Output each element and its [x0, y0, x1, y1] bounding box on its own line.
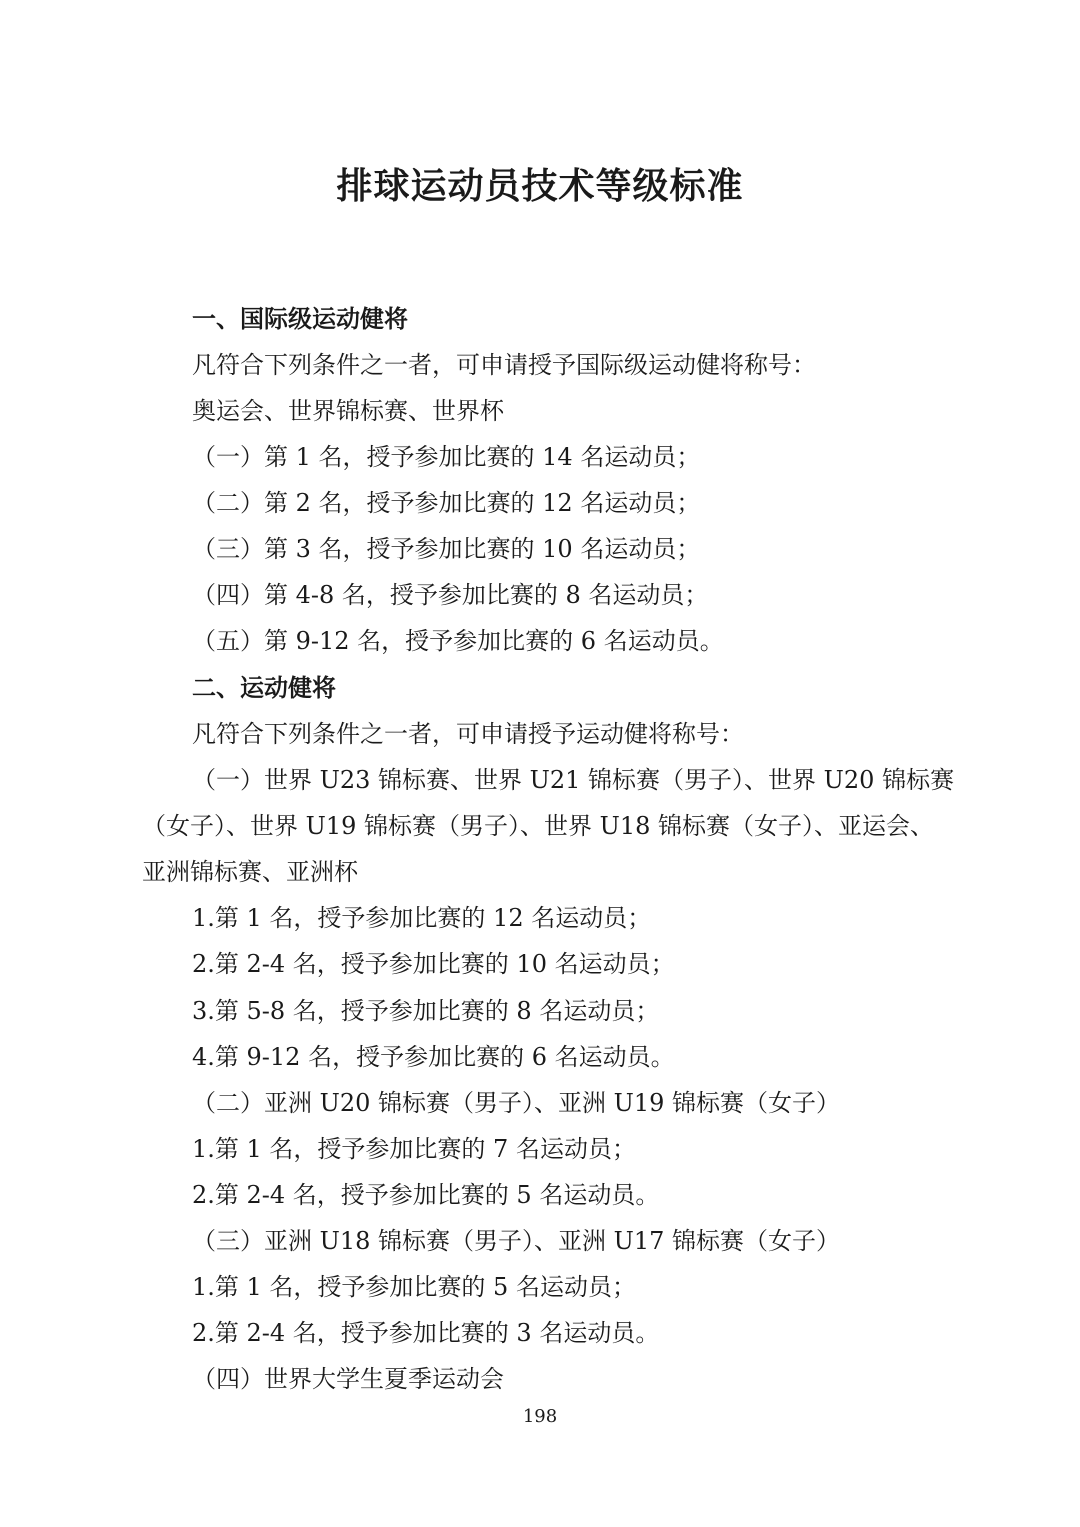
section2-group3-item: 1.第 1 名，授予参加比赛的 5 名运动员；: [192, 1273, 636, 1301]
section1-intro: 凡符合下列条件之一者，可申请授予国际级运动健将称号：: [192, 351, 816, 379]
section2-group1-item: 1.第 1 名，授予参加比赛的 12 名运动员；: [192, 904, 652, 932]
section1-item: （二）第 2 名，授予参加比赛的 12 名运动员；: [192, 489, 701, 517]
document-title: 排球运动员技术等级标准: [336, 166, 744, 207]
section2-intro: 凡符合下列条件之一者，可申请授予运动健将称号：: [192, 720, 744, 748]
section2-heading: 二、运动健将: [192, 674, 336, 702]
section2-group4-heading: （四）世界大学生夏季运动会: [192, 1365, 504, 1393]
section2-group1-line: 亚洲锦标赛、亚洲杯: [142, 858, 358, 886]
section1-events: 奥运会、世界锦标赛、世界杯: [192, 397, 504, 425]
section1-item: （三）第 3 名，授予参加比赛的 10 名运动员；: [192, 535, 701, 563]
section2-group2-heading: （二）亚洲 U20 锦标赛（男子）、亚洲 U19 锦标赛（女子）: [192, 1089, 841, 1117]
section1-item: （四）第 4-8 名，授予参加比赛的 8 名运动员；: [192, 581, 709, 609]
section2-group1-item: 4.第 9-12 名，授予参加比赛的 6 名运动员。: [192, 1043, 675, 1071]
section1-heading: 一、国际级运动健将: [192, 305, 408, 333]
section2-group1-line: （女子）、世界 U19 锦标赛（男子）、世界 U18 锦标赛（女子）、亚运会、: [142, 812, 935, 840]
section2-group3-item: 2.第 2-4 名，授予参加比赛的 3 名运动员。: [192, 1319, 660, 1347]
section2-group1-item: 3.第 5-8 名，授予参加比赛的 8 名运动员；: [192, 997, 660, 1025]
page-number: 198: [522, 1406, 558, 1427]
section2-group1-item: 2.第 2-4 名，授予参加比赛的 10 名运动员；: [192, 950, 675, 978]
section1-item: （五）第 9-12 名，授予参加比赛的 6 名运动员。: [192, 627, 724, 655]
section2-group1-line: （一）世界 U23 锦标赛、世界 U21 锦标赛（男子）、世界 U20 锦标赛: [192, 766, 955, 794]
section2-group2-item: 2.第 2-4 名，授予参加比赛的 5 名运动员。: [192, 1181, 660, 1209]
section2-group3-heading: （三）亚洲 U18 锦标赛（男子）、亚洲 U17 锦标赛（女子）: [192, 1227, 841, 1255]
section2-group2-item: 1.第 1 名，授予参加比赛的 7 名运动员；: [192, 1135, 636, 1163]
section1-item: （一）第 1 名，授予参加比赛的 14 名运动员；: [192, 443, 701, 471]
